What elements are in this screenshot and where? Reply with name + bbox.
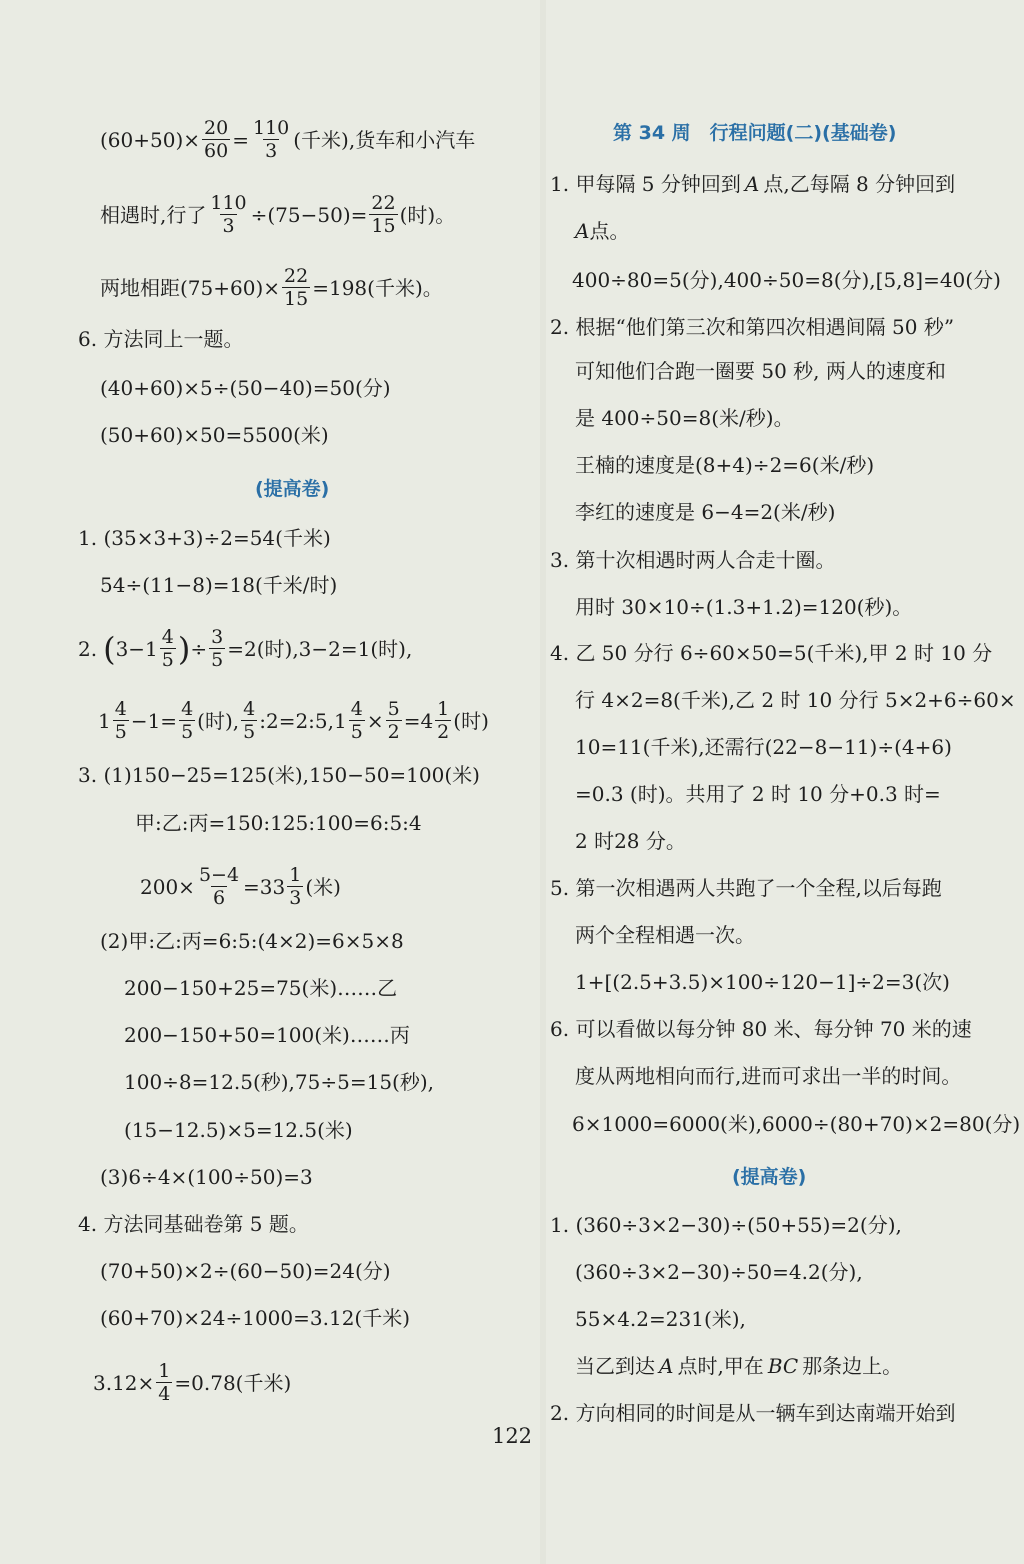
right-line-10: 用时 30×10÷(1.3+1.2)=120(秒)。	[575, 595, 913, 619]
text: (时),	[197, 708, 240, 733]
text: 200×	[140, 874, 195, 899]
left-line-6: (50+60)×50=5500(米)	[100, 423, 329, 447]
text: ×	[366, 708, 384, 733]
point-label: A	[575, 219, 590, 243]
left-line-5: (40+60)×5÷(50−40)=50(分)	[100, 376, 391, 400]
right-line-13: 10=11(千米),还需行(22−8−11)÷(4+6)	[575, 735, 952, 759]
left-line-17: 100÷8=12.5(秒),75÷5=15(秒),	[124, 1070, 435, 1094]
right-line-9: 3. 第十次相遇时两人合走十圈。	[550, 548, 836, 572]
fraction: $\frac{110}{3}$	[210, 192, 247, 237]
left-line-14: (2)甲:乙:丙=6:5:(4×2)=6×5×8	[100, 929, 404, 953]
text: =33	[243, 874, 286, 899]
text: 两地相距(75+60)×	[100, 275, 281, 300]
right-line-16: 5. 第一次相遇两人共跑了一个全程,以后每跑	[550, 876, 942, 900]
fraction: $\frac{5}{2}$	[387, 698, 400, 743]
week-title: 第 34 周 行程问题(二)(基础卷)	[613, 122, 897, 144]
left-line-10	[98, 698, 489, 743]
left-line-15: 200−150+25=75(米)……乙	[124, 976, 398, 1000]
right-line-7: 王楠的速度是(8+4)÷2=6(米/秒)	[575, 453, 875, 477]
left-line-13	[140, 864, 341, 909]
fraction: $\frac{4}{5}$	[161, 626, 174, 671]
left-line-1	[100, 117, 475, 162]
right-line-26: 2. 方向相同的时间是从一辆车到达南端开始到	[550, 1401, 956, 1425]
text: 1	[98, 708, 111, 733]
section-heading-advanced: (提高卷)	[255, 478, 330, 500]
text: (米)	[305, 874, 341, 899]
page-number: 122	[491, 1424, 533, 1448]
point-label: A	[659, 1354, 674, 1378]
text: =2(时),3−2=1(时),	[227, 636, 413, 661]
page-gutter	[540, 0, 546, 1564]
right-line-11: 4. 乙 50 分行 6÷60×50=5(千米),甲 2 时 10 分	[550, 641, 993, 665]
text: 那条边上。	[802, 1354, 903, 1378]
text: 点,乙每隔 8 分钟回到	[763, 172, 956, 196]
text: 2.	[78, 636, 98, 661]
right-line-25	[575, 1351, 902, 1381]
fraction: $\frac{20}{60}$	[204, 117, 229, 162]
right-line-19: 6. 可以看做以每分钟 80 米、每分钟 70 米的速	[550, 1017, 972, 1041]
left-line-12: 甲:乙:丙=150:125:100=6:5:4	[135, 811, 422, 835]
right-line-4: 2. 根据“他们第三次和第四次相遇间隔 50 秒”	[550, 315, 955, 339]
right-line-14: =0.3 (时)。共用了 2 时 10 分+0.3 时=	[575, 782, 941, 806]
left-line-2	[100, 192, 455, 237]
text: (千米),货车和小汽车	[293, 127, 476, 152]
fraction: $\frac{22}{15}$	[284, 265, 309, 310]
text: 当乙到达	[575, 1354, 655, 1378]
section-heading-advanced: (提高卷)	[732, 1166, 807, 1188]
fraction: $\frac{3}{5}$	[211, 626, 224, 671]
left-line-23	[93, 1360, 291, 1405]
right-line-12: 行 4×2=8(千米),乙 2 时 10 分行 5×2+6÷60×	[575, 688, 1016, 712]
left-line-4: 6. 方法同上一题。	[78, 327, 244, 351]
right-line-24: 55×4.2=231(米),	[575, 1307, 746, 1331]
text: =198(千米)。	[312, 275, 443, 300]
fraction: $\frac{4}{5}$	[243, 698, 256, 743]
left-line-21: (70+50)×2÷(60−50)=24(分)	[100, 1259, 391, 1283]
left-line-7: 1. (35×3+3)÷2=54(千米)	[78, 526, 331, 550]
fraction: $\frac{1}{3}$	[289, 864, 302, 909]
right-line-23: (360÷3×2−30)÷50=4.2(分),	[575, 1260, 863, 1284]
left-line-3	[100, 265, 443, 310]
fraction: $\frac{4}{5}$	[114, 698, 127, 743]
text: 3−1	[115, 636, 158, 661]
right-line-21: 6×1000=6000(米),6000÷(80+70)×2=80(分)	[572, 1112, 1021, 1136]
text: (60+50)×	[100, 127, 201, 152]
text: ÷(75−50)=	[250, 202, 368, 227]
text: 3.12×	[93, 1370, 155, 1395]
left-line-22: (60+70)×24÷1000=3.12(千米)	[100, 1306, 411, 1330]
right-line-2	[575, 216, 629, 246]
fraction: $\frac{1}{2}$	[437, 698, 450, 743]
fraction: $\frac{4}{5}$	[181, 698, 194, 743]
text: ÷	[190, 636, 208, 661]
right-line-17: 两个全程相遇一次。	[575, 923, 755, 947]
text: =	[232, 127, 249, 152]
paren: )	[177, 629, 191, 668]
right-line-6: 是 400÷50=8(米/秒)。	[575, 406, 794, 430]
fraction: $\frac{4}{5}$	[350, 698, 363, 743]
text: (时)。	[399, 202, 456, 227]
text: 1. 甲每隔 5 分钟回到	[550, 172, 741, 196]
fraction: $\frac{110}{3}$	[252, 117, 290, 162]
text: =0.78(千米)	[174, 1370, 292, 1395]
right-line-18: 1+[(2.5+3.5)×100÷120−1]÷2=3(次)	[575, 970, 950, 994]
fraction: $\frac{22}{15}$	[371, 192, 396, 237]
right-line-3: 400÷80=5(分),400÷50=8(分),[5,8]=40(分)	[572, 268, 1001, 292]
text: 点时,甲在	[677, 1354, 764, 1378]
right-line-5: 可知他们合跑一圈要 50 秒, 两人的速度和	[575, 359, 946, 383]
text: −1=	[130, 708, 178, 733]
right-line-1	[550, 169, 955, 199]
left-line-20: 4. 方法同基础卷第 5 题。	[78, 1212, 309, 1236]
left-line-8: 54÷(11−8)=18(千米/时)	[100, 573, 338, 597]
left-line-9	[78, 626, 412, 671]
fraction: $\frac{1}{4}$	[158, 1360, 171, 1405]
text: =4	[403, 708, 434, 733]
right-line-20: 度从两地相向而行,进而可求出一半的时间。	[575, 1064, 962, 1088]
fraction: $\frac{5-4}{6}$	[198, 864, 240, 909]
left-line-19: (3)6÷4×(100÷50)=3	[100, 1165, 313, 1189]
segment-label: BC	[767, 1354, 799, 1378]
left-line-18: (15−12.5)×5=12.5(米)	[124, 1118, 353, 1142]
text: (时)	[453, 708, 489, 733]
point-label: A	[744, 172, 760, 196]
left-line-11: 3. (1)150−25=125(米),150−50=100(米)	[78, 763, 480, 787]
paren: (	[103, 629, 116, 668]
left-line-16: 200−150+50=100(米)……丙	[124, 1023, 410, 1047]
text: 点。	[589, 219, 630, 243]
right-line-8: 李红的速度是 6−4=2(米/秒)	[575, 500, 836, 524]
text: 相遇时,行了	[100, 202, 207, 227]
right-line-22: 1. (360÷3×2−30)÷(50+55)=2(分),	[550, 1213, 902, 1237]
text: :2=2:5,1	[259, 708, 347, 733]
right-line-15: 2 时28 分。	[575, 829, 686, 853]
